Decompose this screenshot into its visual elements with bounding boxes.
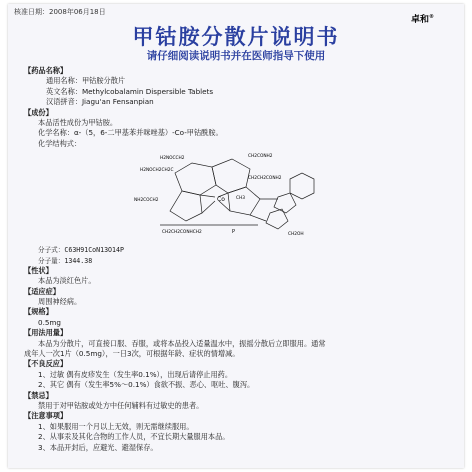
document-title: 甲钴胺分散片说明书: [132, 25, 340, 49]
pinyin-name: 汉语拼音：Jiagu'an Fensanpian: [46, 97, 154, 107]
cobalt-label: Co: [217, 196, 225, 204]
label-conh2-d: H2NOCH2CH2C: [140, 168, 174, 174]
label-ch2ch2conh2: CH2CH2CONH2: [248, 176, 282, 182]
label-nh2coch2: NH2COCH2: [134, 198, 159, 204]
label-chain: CH2CH2CONHCH2: [162, 230, 202, 236]
precaution-item-1: 1、如果服用一个月以上无效，则无需继续服用。: [38, 421, 194, 431]
label-h2noc: H2NOCCH2: [160, 156, 185, 162]
dosage-line-2: 成年人一次1片（0.5mg），一日3次，可根据年龄、症状的情增减。: [24, 349, 240, 359]
molecular-weight: 分子量：1344.38: [38, 256, 93, 265]
precaution-item-2: 2、从事汞及其化合物的工作人员，不宜长期大量服用本品。: [38, 432, 230, 442]
section-heading-spec: 【规格】: [24, 307, 53, 317]
adverse-item-2: 2、其它 偶有（发生率5%～0.1%）食欲不振、恶心、呕吐、腹泻。: [38, 380, 255, 390]
section-heading-adverse: 【不良反应】: [24, 359, 68, 369]
structure-label: 化学结构式：: [38, 138, 82, 148]
approval-date: 核准日期：2008年06月18日: [14, 8, 106, 16]
label-ch3: CH3: [236, 196, 245, 202]
section-heading-precautions: 【注意事项】: [24, 411, 68, 421]
molecular-formula: 分子式：C63H91CoN13O14P: [38, 246, 124, 255]
contraindications-text: 禁用于对甲钴胺或处方中任何辅料有过敏史的患者。: [38, 400, 204, 410]
instruction-sheet: [8, 4, 464, 468]
english-name: 英文名称：Methylcobalamin Dispersible Tablets: [46, 86, 214, 96]
registered-mark: ®: [429, 14, 434, 20]
section-heading-contraindications: 【禁忌】: [24, 390, 53, 400]
brand-name: 卓和: [410, 15, 429, 25]
structure-diagram: [120, 149, 350, 239]
adverse-item-1: 1、过敏 偶有皮疹发生（发生率0.1%），出现后请停止用药。: [38, 369, 233, 379]
chemical-structure: [24, 149, 454, 239]
label-ch2conh2: CH2CONH2: [248, 154, 273, 160]
label-phosphorus: P: [232, 229, 236, 236]
label-ch2oh: CH2OH: [288, 232, 304, 238]
section-heading-indications: 【适应症】: [24, 286, 60, 296]
section-heading-properties: 【性状】: [24, 265, 53, 275]
indications-text: 周围神经病。: [38, 297, 82, 307]
properties-text: 本品为淡红色片。: [38, 276, 96, 286]
chemical-name: 化学名称：α-（5，6-二甲基苯并咪唑基）-Co-甲钴酰胺。: [38, 128, 223, 138]
precaution-item-3: 3、本品开封后，应避光、避湿保存。: [38, 442, 158, 452]
section-heading-composition: 【成份】: [24, 107, 53, 117]
content: [24, 66, 454, 453]
generic-name: 通用名称：甲钴胺分散片: [46, 76, 126, 86]
spec-text: 0.5mg: [38, 317, 61, 327]
section-heading-name: 【药品名称】: [24, 66, 68, 75]
section-heading-dosage: 【用法用量】: [24, 328, 68, 338]
dosage-line-1: 本品为分散片，可直接口服、吞服，或将本品投入适量温水中，振摇分散后立即服用。通常: [38, 338, 326, 348]
composition-text: 本品活性成份为甲钴胺。: [38, 117, 118, 127]
document-subtitle: 请仔细阅读说明书并在医师指导下使用: [146, 50, 326, 62]
